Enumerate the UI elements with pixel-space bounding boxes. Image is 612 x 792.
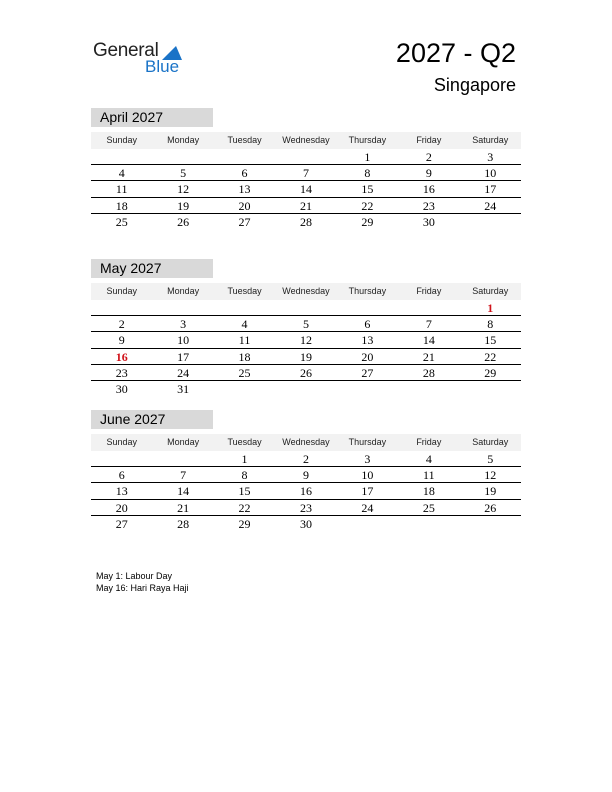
weekday-header: Thursday — [348, 286, 387, 296]
date-cell — [152, 149, 213, 164]
date-cell — [152, 451, 213, 466]
date-cell: 8 — [364, 166, 371, 181]
date-cell: 30 — [115, 381, 128, 396]
date-cell: 4 — [241, 317, 248, 332]
date-cell: 6 — [118, 468, 125, 483]
date-cell: 11 — [423, 468, 435, 483]
date-cell — [91, 451, 152, 466]
date-cell: 5 — [487, 452, 494, 466]
date-cell: 2 — [302, 452, 309, 466]
weekday-header: Wednesday — [282, 135, 330, 145]
date-cell: 19 — [484, 484, 497, 499]
weekday-header: Monday — [167, 135, 200, 145]
date-cell: 17 — [177, 349, 190, 364]
date-cell — [275, 300, 336, 315]
date-cell: 20 — [361, 349, 374, 364]
date-cell — [398, 516, 459, 532]
weekday-header: Sunday — [106, 135, 137, 145]
weekday-header: Saturday — [472, 286, 509, 296]
page-title: 2027 - Q2 — [395, 38, 516, 68]
week-row — [91, 483, 521, 499]
date-cell: 1 — [241, 452, 248, 466]
weekday-header: Friday — [416, 135, 442, 145]
date-cell: 30 — [422, 214, 435, 229]
date-cell: 8 — [241, 468, 248, 483]
week-row — [91, 165, 521, 181]
date-cell: 9 — [302, 468, 309, 483]
date-cell — [337, 381, 398, 397]
generalblue-logo — [93, 40, 203, 80]
date-cell: 1 — [364, 150, 371, 164]
date-cell: 21 — [177, 500, 190, 515]
date-cell: 28 — [422, 365, 435, 380]
weekday-header: Monday — [167, 437, 200, 447]
date-cell: 16 — [422, 182, 435, 197]
week-row — [91, 198, 521, 214]
date-cell: 2 — [118, 317, 125, 332]
date-cell: 12 — [484, 468, 497, 483]
country-name: Singapore — [433, 75, 516, 95]
date-cell: 12 — [177, 182, 190, 197]
weekday-header-row — [91, 283, 521, 300]
week-row — [91, 149, 521, 165]
date-cell — [398, 300, 459, 315]
date-cell: 26 — [484, 500, 497, 515]
month-april — [91, 108, 521, 230]
date-cell: 13 — [361, 333, 374, 348]
week-row — [91, 381, 521, 397]
date-cell: 7 — [302, 166, 309, 181]
date-cell: 26 — [299, 365, 312, 380]
holiday-date-cell: 1 — [487, 301, 494, 315]
date-cell: 27 — [361, 365, 374, 380]
date-cell: 8 — [487, 317, 494, 332]
date-cell: 18 — [115, 198, 128, 213]
logo-text-blue: Blue — [145, 57, 180, 76]
week-row — [91, 316, 521, 332]
date-cell: 27 — [115, 516, 128, 531]
date-cell: 18 — [422, 484, 435, 499]
holiday-notes — [96, 570, 189, 594]
date-cell: 3 — [364, 452, 371, 466]
date-cell — [152, 300, 213, 315]
date-cell: 24 — [361, 500, 374, 515]
date-cell: 21 — [422, 349, 435, 364]
date-cell: 3 — [487, 150, 494, 164]
date-cell: 17 — [361, 484, 374, 499]
date-cell: 11 — [115, 182, 128, 197]
date-cell: 20 — [115, 500, 128, 515]
date-cell: 14 — [299, 182, 312, 197]
date-cell — [214, 300, 275, 315]
month-label: May 2027 — [91, 259, 213, 278]
week-row — [91, 451, 521, 467]
date-cell — [214, 149, 275, 164]
week-row — [91, 349, 521, 365]
date-cell: 15 — [484, 333, 497, 348]
date-cell: 31 — [177, 381, 190, 396]
month-label: June 2027 — [91, 410, 213, 429]
holiday-note: May 16: Hari Raya Haji — [96, 583, 189, 593]
date-cell: 29 — [238, 516, 251, 531]
date-cell: 28 — [299, 214, 312, 229]
month-may — [91, 259, 521, 397]
week-row — [91, 214, 521, 230]
month-june — [91, 410, 521, 532]
weekday-header: Saturday — [472, 437, 509, 447]
date-cell: 20 — [238, 198, 251, 213]
date-cell: 9 — [118, 333, 125, 348]
date-cell: 10 — [177, 333, 190, 348]
weekday-header: Friday — [416, 286, 442, 296]
date-cell: 24 — [484, 198, 497, 213]
date-cell: 27 — [238, 214, 251, 229]
date-cell — [460, 214, 521, 230]
date-cell: 14 — [422, 333, 435, 348]
weekday-header: Monday — [167, 286, 200, 296]
logo-text-general: General — [93, 40, 159, 61]
date-cell: 30 — [299, 516, 312, 531]
weekday-header: Tuesday — [227, 135, 262, 145]
date-cell: 21 — [299, 198, 312, 213]
date-cell: 19 — [299, 349, 312, 364]
date-cell — [460, 381, 521, 397]
date-cell: 29 — [361, 214, 374, 229]
date-cell — [398, 381, 459, 397]
weekday-header: Wednesday — [282, 286, 330, 296]
date-cell — [214, 381, 275, 397]
date-cell: 4 — [425, 452, 432, 466]
date-cell: 12 — [299, 333, 312, 348]
date-cell: 23 — [115, 365, 128, 380]
date-cell: 14 — [177, 484, 190, 499]
holiday-note: May 1: Labour Day — [96, 571, 173, 581]
date-cell — [337, 300, 398, 315]
date-cell: 22 — [361, 198, 374, 213]
date-cell: 25 — [115, 214, 128, 229]
date-cell: 3 — [180, 317, 187, 332]
date-cell: 9 — [425, 166, 432, 181]
date-cell — [460, 516, 521, 532]
date-cell: 7 — [180, 468, 187, 483]
weekday-header: Thursday — [348, 437, 387, 447]
date-cell: 4 — [118, 166, 125, 181]
date-cell: 11 — [238, 333, 251, 348]
date-cell: 23 — [299, 500, 312, 515]
date-cell: 15 — [238, 484, 251, 499]
date-cell: 10 — [484, 166, 497, 181]
date-cell: 10 — [361, 468, 374, 483]
week-row — [91, 365, 521, 381]
date-cell: 24 — [177, 365, 190, 380]
date-cell: 28 — [177, 516, 190, 531]
holiday-date-cell: 16 — [115, 349, 128, 364]
date-cell: 25 — [422, 500, 435, 515]
weekday-header: Wednesday — [282, 437, 330, 447]
weekday-header: Friday — [416, 437, 442, 447]
date-cell — [337, 516, 398, 532]
weekday-header: Tuesday — [227, 437, 262, 447]
weekday-header: Saturday — [472, 135, 509, 145]
date-cell: 25 — [238, 365, 251, 380]
date-cell: 19 — [177, 198, 190, 213]
week-row — [91, 332, 521, 348]
week-row — [91, 516, 521, 532]
weekday-header: Sunday — [106, 286, 137, 296]
date-cell: 22 — [484, 349, 497, 364]
date-cell — [91, 300, 152, 315]
weekday-header: Tuesday — [227, 286, 262, 296]
month-label: April 2027 — [91, 108, 213, 127]
date-cell: 2 — [425, 150, 432, 164]
date-cell: 15 — [361, 182, 374, 197]
date-cell: 22 — [238, 500, 251, 515]
date-cell: 29 — [484, 365, 497, 380]
date-cell — [91, 149, 152, 164]
date-cell — [275, 381, 336, 397]
date-cell: 17 — [484, 182, 497, 197]
date-cell: 23 — [422, 198, 435, 213]
date-cell: 16 — [299, 484, 312, 499]
date-cell — [275, 149, 336, 164]
date-cell: 6 — [364, 317, 371, 332]
week-row — [91, 300, 521, 316]
week-row — [91, 467, 521, 483]
date-cell: 5 — [180, 166, 187, 181]
date-cell: 13 — [115, 484, 128, 499]
date-cell: 26 — [177, 214, 190, 229]
weekday-header: Thursday — [348, 135, 387, 145]
week-row — [91, 181, 521, 197]
weekday-header-row — [91, 132, 521, 149]
date-cell: 13 — [238, 182, 251, 197]
date-cell: 7 — [425, 317, 432, 332]
week-row — [91, 500, 521, 516]
weekday-header-row — [91, 434, 521, 451]
date-cell: 5 — [302, 317, 309, 332]
date-cell: 18 — [238, 349, 251, 364]
date-cell: 6 — [241, 166, 248, 181]
weekday-header: Sunday — [106, 437, 137, 447]
